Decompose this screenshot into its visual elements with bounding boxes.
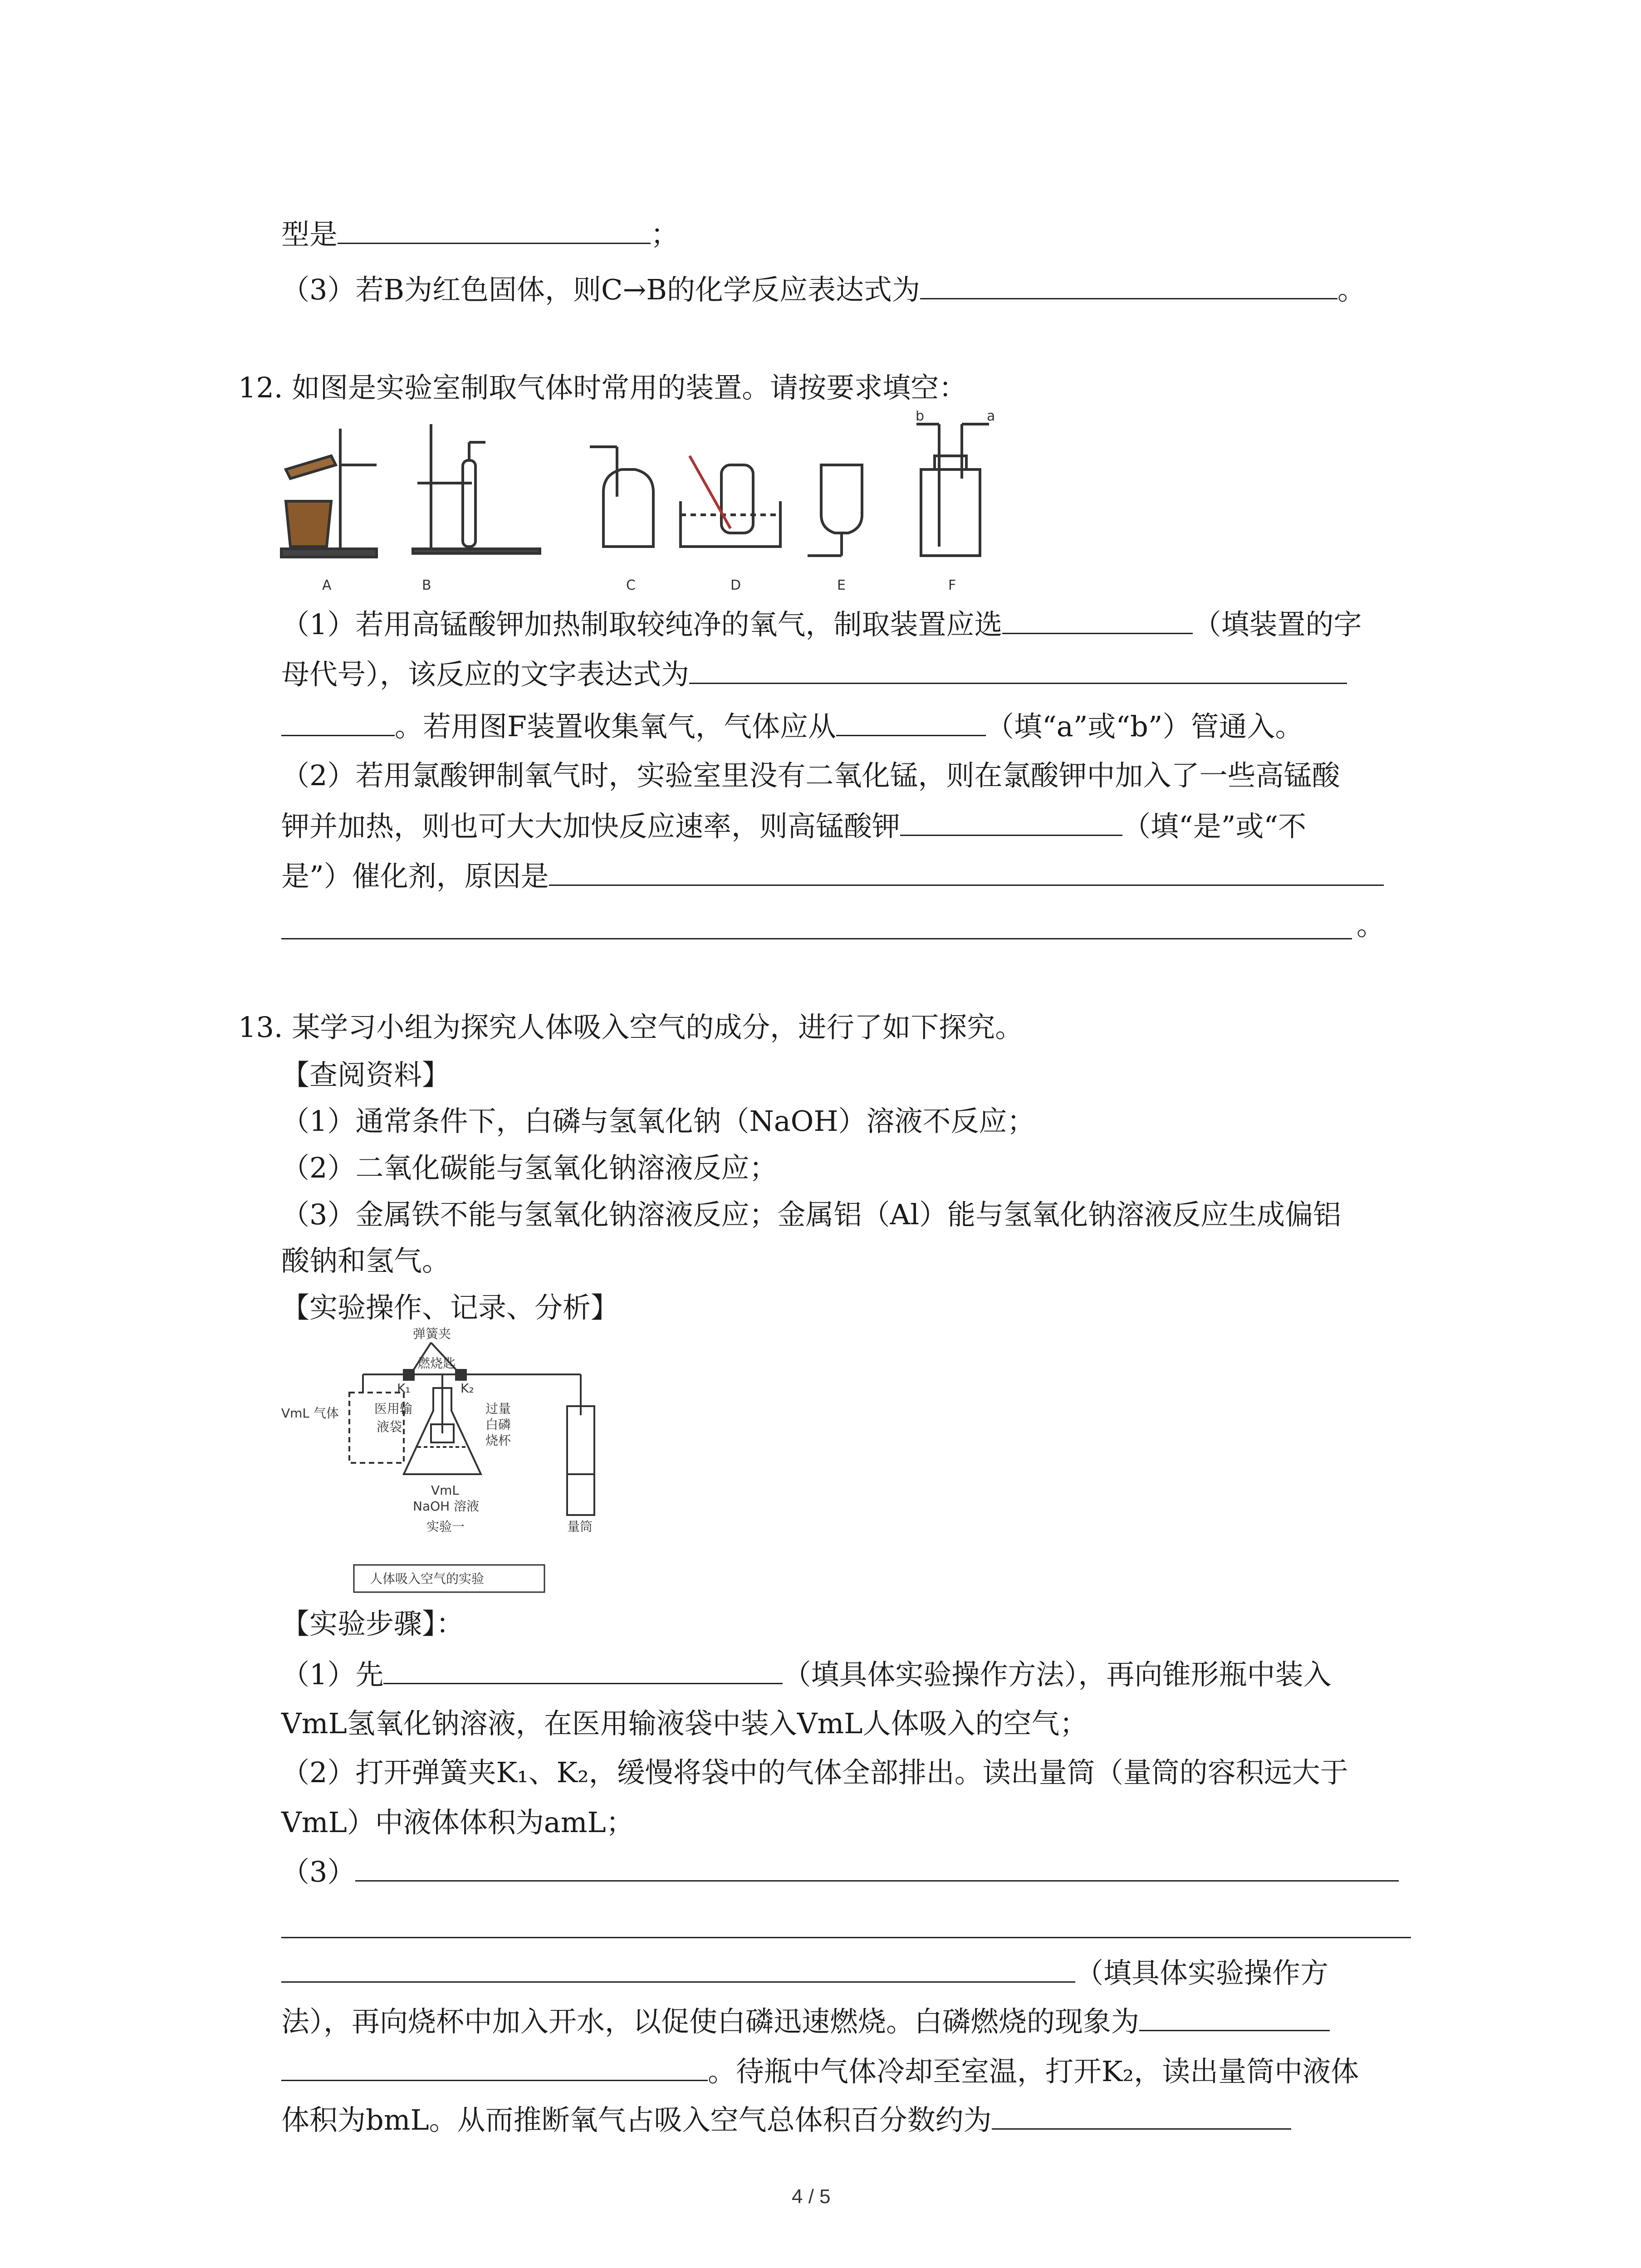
- q13-step3-text-e: 体积为bmL。从而推断氧气占吸入空气总体积百分数约为: [281, 2103, 992, 2136]
- q12-p1-line3: [281, 708, 1303, 745]
- label-b: B: [422, 577, 431, 593]
- q13-ref-1: （1）通常条件下，白磷与氢氧化钠（NaOH）溶液不反应；: [281, 1105, 1035, 1138]
- q11-line1-end: ；: [651, 218, 679, 251]
- answer-blank[interactable]: [338, 215, 651, 244]
- fig-excess: 过量: [485, 1401, 511, 1416]
- answer-blank[interactable]: [900, 807, 1122, 836]
- q13-heading-steps: 【实验步骤】：: [281, 1607, 465, 1640]
- q13-ref-2: （2）二氧化碳能与氢氧化钠溶液反应；: [281, 1151, 778, 1184]
- label-f: F: [948, 577, 956, 593]
- q13-ref-3a: （3）金属铁不能与氢氧化钠溶液反应；金属铝（Al）能与氢氧化钠溶液反应生成偏铝: [281, 1198, 1342, 1231]
- q12-p1-line2: [281, 655, 1347, 693]
- q13-step3-line5: [281, 2053, 1359, 2090]
- answer-line[interactable]: [281, 938, 1352, 939]
- answer-blank[interactable]: [689, 655, 1347, 684]
- fig-bag-line2: 液袋: [377, 1419, 402, 1434]
- fig-beaker: 烧杯: [485, 1433, 511, 1448]
- label-c: C: [626, 577, 636, 593]
- q12-p2-text-c: （填“是”或“不: [1122, 810, 1307, 843]
- tube-label-b: b: [916, 411, 925, 424]
- q12-end-mark: 。: [1357, 909, 1385, 942]
- answer-blank[interactable]: [836, 708, 986, 736]
- fig-spring-clip: 弹簧夹: [413, 1326, 451, 1341]
- q13-heading-reference: 【查阅资料】: [281, 1058, 451, 1091]
- answer-blank[interactable]: [1139, 2003, 1330, 2031]
- q11-line2-end: 。: [1337, 273, 1366, 306]
- q13-ref-3b: 酸钠和氢气。: [281, 1244, 451, 1277]
- q13-heading-operation: 【实验操作、记录、分析】: [281, 1291, 619, 1324]
- answer-blank[interactable]: [281, 708, 395, 736]
- q13-step1-line2: VmL氢氧化钠溶液，在医用输液袋中装入VmL人体吸入的空气；: [281, 1707, 1088, 1740]
- q13-step3-line1: [281, 1853, 1399, 1890]
- q13-step3-text-c: 法），再向烧杯中加入开水，以促使白磷迅速燃烧。白磷燃烧的现象为: [281, 2005, 1140, 2038]
- q12-p2-text-b: 钾并加热，则也可大大加快反应速率，则高锰酸钾: [281, 810, 901, 843]
- q12-p1-line1: [281, 606, 1362, 643]
- answer-blank[interactable]: [383, 1656, 783, 1684]
- q13-step1-text-b: （填具体实验操作方法），再向锥形瓶中装入: [783, 1658, 1332, 1691]
- answer-blank[interactable]: [992, 2101, 1291, 2130]
- q12-p2-text-d: 是”）催化剂，原因是: [281, 860, 549, 893]
- q12-p1-text-b: （填装置的字: [1193, 608, 1362, 641]
- q13-step2-line1: （2）打开弹簧夹K₁、K₂，缓慢将袋中的气体全部排出。读出量筒（量筒的容积远大于: [281, 1756, 1348, 1789]
- answer-blank[interactable]: [281, 1954, 1075, 1983]
- label-a: A: [322, 577, 332, 593]
- q12-p1-text-d: 。若用图F装置收集氧气，气体应从: [395, 710, 837, 743]
- answer-blank[interactable]: [920, 271, 1337, 299]
- answer-blank[interactable]: [1002, 606, 1193, 634]
- tube-label-a: a: [987, 411, 995, 424]
- apparatus-figure: [272, 411, 1034, 606]
- label-e: E: [837, 577, 846, 593]
- fig-experiment-one: 实验一: [426, 1519, 465, 1534]
- experiment-figure: [281, 1325, 626, 1606]
- fig-bag-line1: 医用输: [374, 1401, 413, 1416]
- fig-caption: 人体吸入空气的实验: [370, 1571, 485, 1586]
- fig-phosphorus: 白磷: [485, 1417, 511, 1432]
- q13-step1-line1: [281, 1656, 1331, 1693]
- q12-p2-line2: [281, 807, 1306, 845]
- q13-step3-line3: [281, 1954, 1328, 1991]
- fig-cylinder: 量筒: [567, 1519, 593, 1534]
- fig-gas: VmL 气体: [281, 1406, 339, 1421]
- fig-k2: K₂: [460, 1381, 474, 1396]
- q13-step3-text-a: （3）: [281, 1855, 356, 1888]
- fig-k1: K₁: [397, 1381, 411, 1396]
- q13-step3-line6: [281, 2101, 1291, 2138]
- q13-step2-line2: VmL）中液体体积为amL；: [281, 1806, 634, 1839]
- answer-blank[interactable]: [355, 1853, 1399, 1882]
- q11-line1-text: 型是: [281, 218, 338, 251]
- answer-blank[interactable]: [549, 857, 1384, 886]
- q11-line2-text: （3）若B为红色固体，则C→B的化学反应表达式为: [281, 273, 920, 306]
- q12-p1-text-a: （1）若用高锰酸钾加热制取较纯净的氧气，制取装置应选: [281, 608, 1003, 641]
- fig-naoh: NaOH 溶液: [413, 1499, 480, 1514]
- page-number: 4 / 5: [792, 2185, 831, 2208]
- q12-p1-text-e: （填“a”或“b”）管通入。: [986, 710, 1303, 743]
- q13-step3-line4: [281, 2003, 1330, 2040]
- q12-stem: 12. 如图是实验室制取气体时常用的装置。请按要求填空：: [238, 371, 967, 404]
- q13-step1-text-a: （1）先: [281, 1658, 384, 1691]
- q11-line1: [281, 215, 679, 253]
- q12-p1-text-c: 母代号），该反应的文字表达式为: [281, 658, 690, 691]
- q12-p2-line3: [281, 857, 1384, 894]
- label-d: D: [730, 577, 741, 593]
- q11-line2: [281, 271, 1366, 308]
- stand-base-a: [281, 549, 377, 557]
- fig-spoon: 燃烧匙: [417, 1356, 456, 1371]
- answer-line[interactable]: [281, 1937, 1411, 1938]
- q13-step3-text-b: （填具体实验操作方: [1075, 1956, 1329, 1989]
- fig-vml: VmL: [431, 1483, 460, 1498]
- q13-stem: 13. 某学习小组为探究人体吸入空气的成分，进行了如下探究。: [238, 1011, 1024, 1044]
- q12-p2-line1: （2）若用氯酸钾制氧气时，实验室里没有二氧化锰，则在氯酸钾中加入了一些高锰酸: [281, 759, 1340, 792]
- answer-blank[interactable]: [281, 2053, 708, 2081]
- q13-step3-text-d: 。待瓶中气体冷却至室温，打开K₂，读出量筒中液体: [708, 2055, 1359, 2088]
